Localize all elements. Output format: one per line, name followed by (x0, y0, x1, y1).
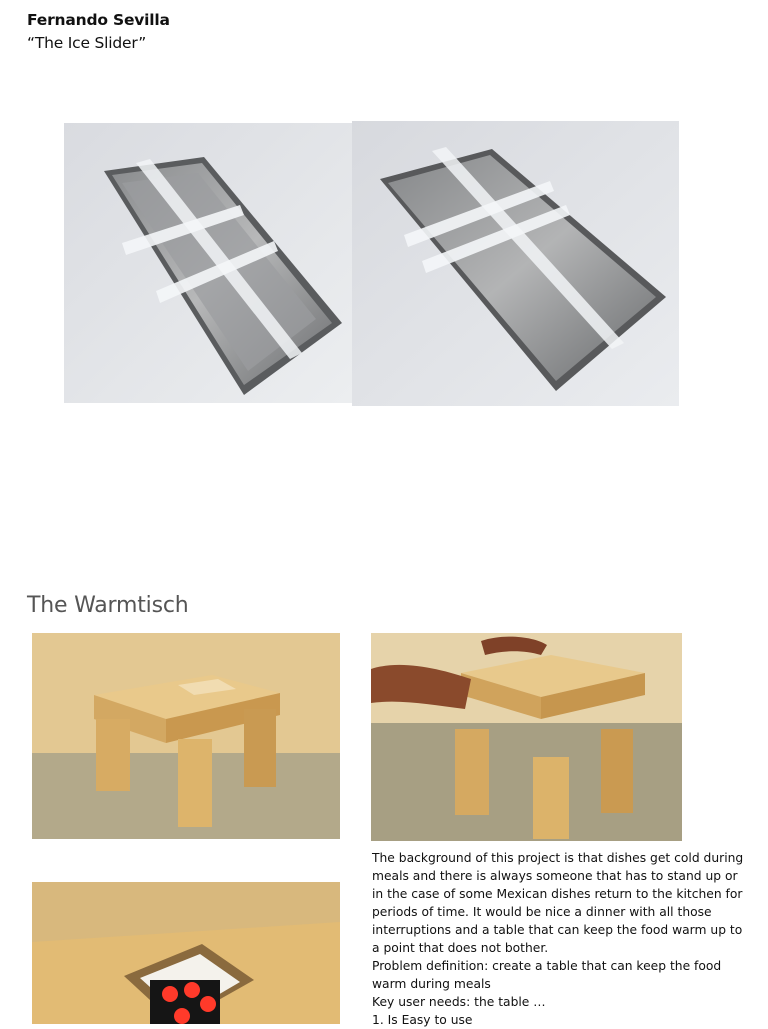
ice-tray-photo-1 (64, 123, 352, 403)
problem-definition: Problem definition: create a table that can keep the food warm during meals (372, 959, 722, 991)
project-description (372, 849, 752, 1029)
ice-tray-photo-2 (352, 121, 679, 406)
heating-element-photo (32, 882, 340, 1024)
table-adjustment-photo (371, 633, 682, 841)
wooden-table-photo (32, 633, 340, 839)
author-name: Fernando Sevilla (27, 11, 170, 29)
user-need-item: 1. Is Easy to use (372, 1013, 473, 1027)
project-title: “The Ice Slider” (27, 34, 147, 52)
section-title: The Warmtisch (27, 593, 189, 618)
background-paragraph: The background of this project is that dishes get cold during meals and there is always someone that has to stand up or in the case of some Mexican dishes return to the kitchen for periods of time. It would be nice a dinner with all those interruptions and a table that can keep the food warm up to a point that does not bother. (372, 851, 744, 955)
user-needs-heading: Key user needs: the table … (372, 995, 546, 1009)
